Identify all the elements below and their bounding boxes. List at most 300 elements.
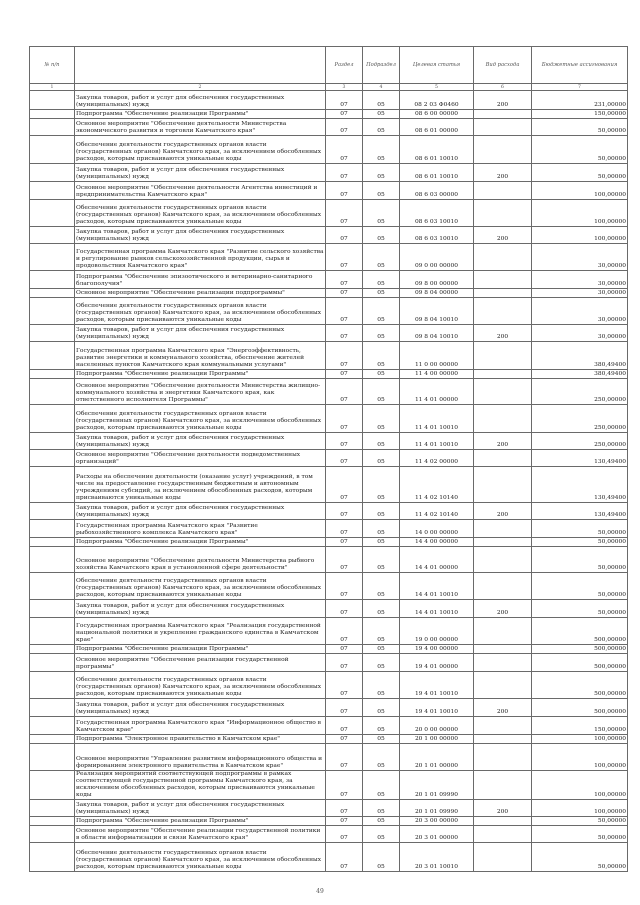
cell-num — [30, 200, 75, 227]
cell-vr — [474, 744, 532, 771]
cell-vr: 200 — [474, 91, 532, 110]
cell-vr: 200 — [474, 699, 532, 717]
cell-name: Обеспечение деятельности государственных органов власти (государственных органов) Камчатского края, за исключением обособленных расходов, которым присваиваются уникальные коды — [75, 842, 326, 871]
cell-podrazdel: 05 — [363, 618, 400, 645]
cell-csr: 14 4 01 10010 — [400, 573, 474, 600]
cell-podrazdel: 05 — [363, 298, 400, 325]
cell-num — [30, 136, 75, 164]
cell-name: Государственная программа Камчатского края "Энергоэффективность, развитие энергетики и коммунального хозяйства, обеспечение жителей населенных пунктов Камчатского края коммунальными услугами" — [75, 342, 326, 370]
cell-csr: 20 0 00 00000 — [400, 717, 474, 735]
cell-csr: 14 4 01 10010 — [400, 600, 474, 618]
cell-sum: 100,00000 — [532, 735, 628, 744]
cell-name: Расходы на обеспечение деятельности (оказание услуг) учреждений, в том числе на предоставление государственным бюджетным и автономным учреждениям субсидий, за исключением обособленных расходов, которым присваиваются уникальные коды — [75, 467, 326, 503]
cell-podrazdel: 05 — [363, 110, 400, 119]
cell-vr: 200 — [474, 799, 532, 816]
cell-num — [30, 227, 75, 244]
cell-csr: 09 8 00 00000 — [400, 271, 474, 289]
cell-razdel: 07 — [326, 244, 363, 271]
cell-csr: 08 6 00 00000 — [400, 110, 474, 119]
cell-csr: 20 1 01 09990 — [400, 771, 474, 800]
cell-sum: 50,00000 — [532, 573, 628, 600]
cell-name: Государственная программа Камчатского края "Информационное общество в Камчатском крае" — [75, 717, 326, 735]
cell-vr — [474, 271, 532, 289]
table-row — [30, 799, 628, 816]
cell-vr — [474, 520, 532, 538]
table-row — [30, 200, 628, 227]
cell-name: Основное мероприятие "Обеспечение реализации государственной политики в области информатизации и связи Камчатского края" — [75, 825, 326, 842]
cell-num — [30, 573, 75, 600]
cell-sum: 50,00000 — [532, 136, 628, 164]
cell-num — [30, 699, 75, 717]
header-name — [75, 47, 326, 84]
cell-razdel: 07 — [326, 799, 363, 816]
cell-vr — [474, 645, 532, 654]
cell-sum: 30,00000 — [532, 325, 628, 342]
cell-csr: 20 3 01 10010 — [400, 842, 474, 871]
cell-podrazdel: 05 — [363, 91, 400, 110]
table-row — [30, 227, 628, 244]
cell-csr: 20 3 00 00000 — [400, 816, 474, 825]
cell-sum: 130,49400 — [532, 467, 628, 503]
cell-csr: 11 0 00 00000 — [400, 342, 474, 370]
column-number: 1 — [30, 84, 75, 91]
cell-vr: 200 — [474, 164, 532, 182]
cell-num — [30, 91, 75, 110]
cell-num — [30, 433, 75, 450]
cell-razdel: 07 — [326, 370, 363, 379]
cell-sum: 500,00000 — [532, 645, 628, 654]
cell-csr: 08 6 01 10010 — [400, 164, 474, 182]
cell-razdel: 07 — [326, 672, 363, 699]
cell-podrazdel: 05 — [363, 520, 400, 538]
table-row — [30, 717, 628, 735]
table-row — [30, 271, 628, 289]
cell-podrazdel: 05 — [363, 450, 400, 467]
cell-name: Обеспечение деятельности государственных органов власти (государственных органов) Камчатского края, за исключением обособленных расходов, которым присваиваются уникальные коды — [75, 200, 326, 227]
cell-vr — [474, 244, 532, 271]
column-numbers-row — [30, 84, 628, 91]
cell-razdel: 07 — [326, 119, 363, 136]
cell-vr — [474, 298, 532, 325]
cell-num — [30, 816, 75, 825]
cell-num — [30, 298, 75, 325]
cell-name: Закупка товаров, работ и услуг для обеспечения государственных (муниципальных) нужд — [75, 227, 326, 244]
cell-razdel: 07 — [326, 110, 363, 119]
cell-sum: 30,00000 — [532, 289, 628, 298]
cell-name: Реализация мероприятий соответствующей подпрограммы в рамках соответствующей государственной программы Камчатского края, за исключением обособленных расходов, которым присваиваются уникальные коды — [75, 771, 326, 800]
table-row — [30, 298, 628, 325]
cell-sum: 500,00000 — [532, 672, 628, 699]
table-row — [30, 538, 628, 547]
table-row — [30, 182, 628, 200]
cell-razdel: 07 — [326, 699, 363, 717]
table-row — [30, 244, 628, 271]
cell-podrazdel: 05 — [363, 119, 400, 136]
cell-num — [30, 771, 75, 800]
column-number: 6 — [474, 84, 532, 91]
cell-sum: 50,00000 — [532, 816, 628, 825]
cell-name: Обеспечение деятельности государственных органов власти (государственных органов) Камчатского края, за исключением обособленных расходов, которым присваиваются уникальные коды — [75, 136, 326, 164]
cell-vr — [474, 735, 532, 744]
cell-sum: 380,49400 — [532, 342, 628, 370]
cell-num — [30, 119, 75, 136]
cell-num — [30, 503, 75, 520]
cell-name: Государственная программа Камчатского края "Реализация государственной национальной политики и укрепление гражданского единства в Камчатском крае" — [75, 618, 326, 645]
cell-csr: 11 4 01 10010 — [400, 433, 474, 450]
cell-sum: 231,00000 — [532, 91, 628, 110]
header-sum: Бюджетные ассигнования — [532, 47, 628, 84]
cell-podrazdel: 05 — [363, 379, 400, 405]
cell-num — [30, 182, 75, 200]
table-row — [30, 816, 628, 825]
cell-sum: 250,00000 — [532, 405, 628, 433]
cell-sum: 50,00000 — [532, 164, 628, 182]
cell-vr: 200 — [474, 433, 532, 450]
cell-num — [30, 672, 75, 699]
page-number: 49 — [316, 888, 324, 895]
cell-sum: 30,00000 — [532, 271, 628, 289]
cell-podrazdel: 05 — [363, 182, 400, 200]
cell-csr: 09 8 04 10010 — [400, 325, 474, 342]
cell-razdel: 07 — [326, 467, 363, 503]
cell-podrazdel: 05 — [363, 654, 400, 672]
cell-podrazdel: 05 — [363, 799, 400, 816]
cell-name: Закупка товаров, работ и услуг для обеспечения государственных (муниципальных) нужд — [75, 164, 326, 182]
cell-sum: 50,00000 — [532, 600, 628, 618]
cell-razdel: 07 — [326, 842, 363, 871]
cell-num — [30, 271, 75, 289]
cell-razdel: 07 — [326, 227, 363, 244]
cell-vr: 200 — [474, 503, 532, 520]
table-row — [30, 520, 628, 538]
cell-csr: 19 4 00 00000 — [400, 645, 474, 654]
header-razdel: Раздел — [326, 47, 363, 84]
cell-podrazdel: 05 — [363, 325, 400, 342]
table-row — [30, 654, 628, 672]
cell-csr: 19 4 01 10010 — [400, 699, 474, 717]
table-row — [30, 573, 628, 600]
cell-name: Государственная программа Камчатского края "Развитие рыбохозяйственного комплекса Камчатского края" — [75, 520, 326, 538]
cell-csr: 08 6 03 10010 — [400, 200, 474, 227]
cell-podrazdel: 05 — [363, 672, 400, 699]
cell-num — [30, 825, 75, 842]
cell-vr — [474, 672, 532, 699]
cell-csr: 08 6 01 00000 — [400, 119, 474, 136]
cell-num — [30, 842, 75, 871]
cell-razdel: 07 — [326, 654, 363, 672]
cell-num — [30, 654, 75, 672]
cell-name: Подпрограмма "Обеспечение реализации Программы" — [75, 816, 326, 825]
cell-csr: 20 1 01 09990 — [400, 799, 474, 816]
cell-podrazdel: 05 — [363, 699, 400, 717]
cell-vr — [474, 547, 532, 573]
cell-podrazdel: 05 — [363, 289, 400, 298]
cell-sum: 150,00000 — [532, 110, 628, 119]
cell-sum: 50,00000 — [532, 547, 628, 573]
cell-podrazdel: 05 — [363, 744, 400, 771]
table-row — [30, 289, 628, 298]
cell-sum: 500,00000 — [532, 654, 628, 672]
cell-sum: 100,00000 — [532, 744, 628, 771]
cell-podrazdel: 05 — [363, 717, 400, 735]
cell-podrazdel: 05 — [363, 405, 400, 433]
cell-sum: 100,00000 — [532, 799, 628, 816]
table-row — [30, 433, 628, 450]
cell-vr — [474, 200, 532, 227]
cell-sum: 50,00000 — [532, 119, 628, 136]
cell-csr: 09 8 04 00000 — [400, 289, 474, 298]
cell-name: Закупка товаров, работ и услуг для обеспечения государственных (муниципальных) нужд — [75, 433, 326, 450]
cell-razdel: 07 — [326, 573, 363, 600]
cell-csr: 14 4 00 00000 — [400, 538, 474, 547]
cell-vr — [474, 182, 532, 200]
cell-razdel: 07 — [326, 816, 363, 825]
cell-sum: 100,00000 — [532, 771, 628, 800]
cell-podrazdel: 05 — [363, 735, 400, 744]
cell-razdel: 07 — [326, 182, 363, 200]
cell-num — [30, 110, 75, 119]
cell-podrazdel: 05 — [363, 271, 400, 289]
cell-sum: 50,00000 — [532, 538, 628, 547]
cell-name: Основное мероприятие "Обеспечение реализации подпрограммы" — [75, 289, 326, 298]
cell-razdel: 07 — [326, 200, 363, 227]
cell-razdel: 07 — [326, 164, 363, 182]
cell-podrazdel: 05 — [363, 645, 400, 654]
cell-podrazdel: 05 — [363, 136, 400, 164]
header-podrazdel: Подраздел — [363, 47, 400, 84]
cell-sum: 500,00000 — [532, 618, 628, 645]
table-row — [30, 467, 628, 503]
cell-podrazdel: 05 — [363, 200, 400, 227]
table-row — [30, 136, 628, 164]
cell-podrazdel: 05 — [363, 244, 400, 271]
cell-podrazdel: 05 — [363, 342, 400, 370]
cell-csr: 11 4 01 10010 — [400, 405, 474, 433]
table-row — [30, 744, 628, 771]
cell-sum: 500,00000 — [532, 699, 628, 717]
cell-razdel: 07 — [326, 645, 363, 654]
cell-csr: 20 1 01 00000 — [400, 744, 474, 771]
cell-razdel: 07 — [326, 503, 363, 520]
cell-vr — [474, 654, 532, 672]
header-csr: Целевая статья — [400, 47, 474, 84]
cell-razdel: 07 — [326, 538, 363, 547]
cell-razdel: 07 — [326, 771, 363, 800]
cell-vr — [474, 816, 532, 825]
table-row — [30, 503, 628, 520]
cell-num — [30, 735, 75, 744]
cell-vr — [474, 110, 532, 119]
budget-table — [29, 46, 628, 872]
cell-csr: 08 2 03 Ф0460 — [400, 91, 474, 110]
cell-csr: 20 1 00 00000 — [400, 735, 474, 744]
table-row — [30, 164, 628, 182]
cell-razdel: 07 — [326, 289, 363, 298]
cell-csr: 19 4 01 00000 — [400, 654, 474, 672]
cell-csr: 11 4 02 00000 — [400, 450, 474, 467]
cell-sum: 50,00000 — [532, 825, 628, 842]
cell-podrazdel: 05 — [363, 573, 400, 600]
cell-sum: 250,00000 — [532, 433, 628, 450]
table-row — [30, 379, 628, 405]
cell-vr — [474, 136, 532, 164]
cell-vr — [474, 467, 532, 503]
table-row — [30, 842, 628, 871]
cell-razdel: 07 — [326, 342, 363, 370]
cell-csr: 19 4 01 10010 — [400, 672, 474, 699]
cell-sum: 50,00000 — [532, 842, 628, 871]
cell-name: Подпрограмма "Обеспечение реализации Программы" — [75, 645, 326, 654]
cell-podrazdel: 05 — [363, 771, 400, 800]
cell-razdel: 07 — [326, 298, 363, 325]
cell-razdel: 07 — [326, 520, 363, 538]
cell-vr: 200 — [474, 325, 532, 342]
cell-vr — [474, 825, 532, 842]
cell-num — [30, 289, 75, 298]
cell-num — [30, 717, 75, 735]
cell-csr: 20 3 01 00000 — [400, 825, 474, 842]
table-row — [30, 370, 628, 379]
table-row — [30, 325, 628, 342]
cell-csr: 09 0 00 00000 — [400, 244, 474, 271]
cell-sum: 250,00000 — [532, 379, 628, 405]
cell-razdel: 07 — [326, 91, 363, 110]
table-row — [30, 600, 628, 618]
cell-num — [30, 520, 75, 538]
cell-sum: 100,00000 — [532, 227, 628, 244]
cell-sum: 30,00000 — [532, 298, 628, 325]
cell-name: Обеспечение деятельности государственных органов власти (государственных органов) Камчатского края, за исключением обособленных расходов, которым присваиваются уникальные коды — [75, 672, 326, 699]
cell-vr: 200 — [474, 227, 532, 244]
cell-num — [30, 467, 75, 503]
cell-razdel: 07 — [326, 136, 363, 164]
cell-podrazdel: 05 — [363, 164, 400, 182]
table-row — [30, 119, 628, 136]
cell-csr: 14 0 00 00000 — [400, 520, 474, 538]
cell-razdel: 07 — [326, 735, 363, 744]
table-row — [30, 405, 628, 433]
cell-podrazdel: 05 — [363, 503, 400, 520]
cell-podrazdel: 05 — [363, 600, 400, 618]
cell-name: Основное мероприятие "Обеспечение деятельности Агентства инвестиций и предпринимательства Камчатского края" — [75, 182, 326, 200]
cell-sum: 380,49400 — [532, 370, 628, 379]
cell-sum: 100,00000 — [532, 182, 628, 200]
cell-csr: 09 8 04 10010 — [400, 298, 474, 325]
cell-sum: 150,00000 — [532, 717, 628, 735]
cell-vr — [474, 842, 532, 871]
cell-num — [30, 538, 75, 547]
cell-razdel: 07 — [326, 547, 363, 573]
cell-num — [30, 547, 75, 573]
cell-sum: 30,00000 — [532, 244, 628, 271]
table-row — [30, 110, 628, 119]
table-row — [30, 735, 628, 744]
cell-vr — [474, 573, 532, 600]
cell-num — [30, 164, 75, 182]
cell-name: Обеспечение деятельности государственных органов власти (государственных органов) Камчатского края, за исключением обособленных расходов, которым присваиваются уникальные коды — [75, 298, 326, 325]
cell-name: Закупка товаров, работ и услуг для обеспечения государственных (муниципальных) нужд — [75, 799, 326, 816]
cell-num — [30, 325, 75, 342]
column-number: 4 — [363, 84, 400, 91]
cell-sum: 100,00000 — [532, 200, 628, 227]
table-row — [30, 771, 628, 800]
cell-vr — [474, 379, 532, 405]
table-row — [30, 825, 628, 842]
cell-name: Закупка товаров, работ и услуг для обеспечения государственных (муниципальных) нужд — [75, 503, 326, 520]
cell-num — [30, 744, 75, 771]
cell-razdel: 07 — [326, 379, 363, 405]
cell-num — [30, 645, 75, 654]
cell-vr — [474, 289, 532, 298]
cell-num — [30, 405, 75, 433]
cell-podrazdel: 05 — [363, 825, 400, 842]
cell-sum: 50,00000 — [532, 520, 628, 538]
table-row — [30, 342, 628, 370]
cell-vr — [474, 771, 532, 800]
cell-name: Закупка товаров, работ и услуг для обеспечения государственных (муниципальных) нужд — [75, 600, 326, 618]
cell-razdel: 07 — [326, 433, 363, 450]
cell-razdel: 07 — [326, 744, 363, 771]
cell-podrazdel: 05 — [363, 538, 400, 547]
cell-csr: 11 4 02 10140 — [400, 467, 474, 503]
cell-csr: 11 4 01 00000 — [400, 379, 474, 405]
cell-name: Государственная программа Камчатского края "Развитие сельского хозяйства и регулирование рынков сельскохозяйственной продукции, сырья и продовольствия Камчатского края" — [75, 244, 326, 271]
cell-name: Основное мероприятие "Обеспечение деятельности подведомственных организаций" — [75, 450, 326, 467]
cell-podrazdel: 05 — [363, 227, 400, 244]
cell-num — [30, 618, 75, 645]
cell-vr — [474, 450, 532, 467]
cell-name: Основное мероприятие "Обеспечение деятельности Министерства жилищно-коммунального хозяйства и энергетики Камчатского края, как ответственного исполнителя Программы" — [75, 379, 326, 405]
cell-csr: 11 4 00 00000 — [400, 370, 474, 379]
cell-csr: 11 4 02 10140 — [400, 503, 474, 520]
cell-name: Обеспечение деятельности государственных органов власти (государственных органов) Камчатского края, за исключением обособленных расходов, которым присваиваются уникальные коды — [75, 573, 326, 600]
cell-name: Закупка товаров, работ и услуг для обеспечения государственных (муниципальных) нужд — [75, 325, 326, 342]
cell-num — [30, 450, 75, 467]
cell-num — [30, 799, 75, 816]
cell-csr: 08 6 03 10010 — [400, 227, 474, 244]
cell-razdel: 07 — [326, 271, 363, 289]
cell-vr — [474, 405, 532, 433]
cell-razdel: 07 — [326, 450, 363, 467]
cell-name: Подпрограмма "Обеспечение реализации Программы" — [75, 110, 326, 119]
table-row — [30, 618, 628, 645]
cell-name: Основное мероприятие "Обеспечение деятельности Министерства экономического развития и торговли Камчатского края" — [75, 119, 326, 136]
cell-name: Закупка товаров, работ и услуг для обеспечения государственных (муниципальных) нужд — [75, 91, 326, 110]
table-row — [30, 547, 628, 573]
cell-razdel: 07 — [326, 717, 363, 735]
cell-vr: 200 — [474, 600, 532, 618]
table-row — [30, 699, 628, 717]
cell-name: Основное мероприятие "Обеспечение реализации государственной программы" — [75, 654, 326, 672]
header-vr: Вид расхода — [474, 47, 532, 84]
cell-podrazdel: 05 — [363, 433, 400, 450]
cell-name: Основное мероприятие "Обеспечение деятельности Министерства рыбного хозяйства Камчатского края в установленной сфере деятельности" — [75, 547, 326, 573]
cell-podrazdel: 05 — [363, 547, 400, 573]
cell-vr — [474, 370, 532, 379]
header-num: № п/п — [30, 47, 75, 84]
cell-num — [30, 600, 75, 618]
cell-razdel: 07 — [326, 325, 363, 342]
table-row — [30, 91, 628, 110]
cell-razdel: 07 — [326, 618, 363, 645]
cell-csr: 08 6 03 00000 — [400, 182, 474, 200]
cell-name: Закупка товаров, работ и услуг для обеспечения государственных (муниципальных) нужд — [75, 699, 326, 717]
cell-vr — [474, 342, 532, 370]
cell-sum: 130,49400 — [532, 450, 628, 467]
cell-csr: 19 0 00 00000 — [400, 618, 474, 645]
table-row — [30, 672, 628, 699]
cell-podrazdel: 05 — [363, 842, 400, 871]
